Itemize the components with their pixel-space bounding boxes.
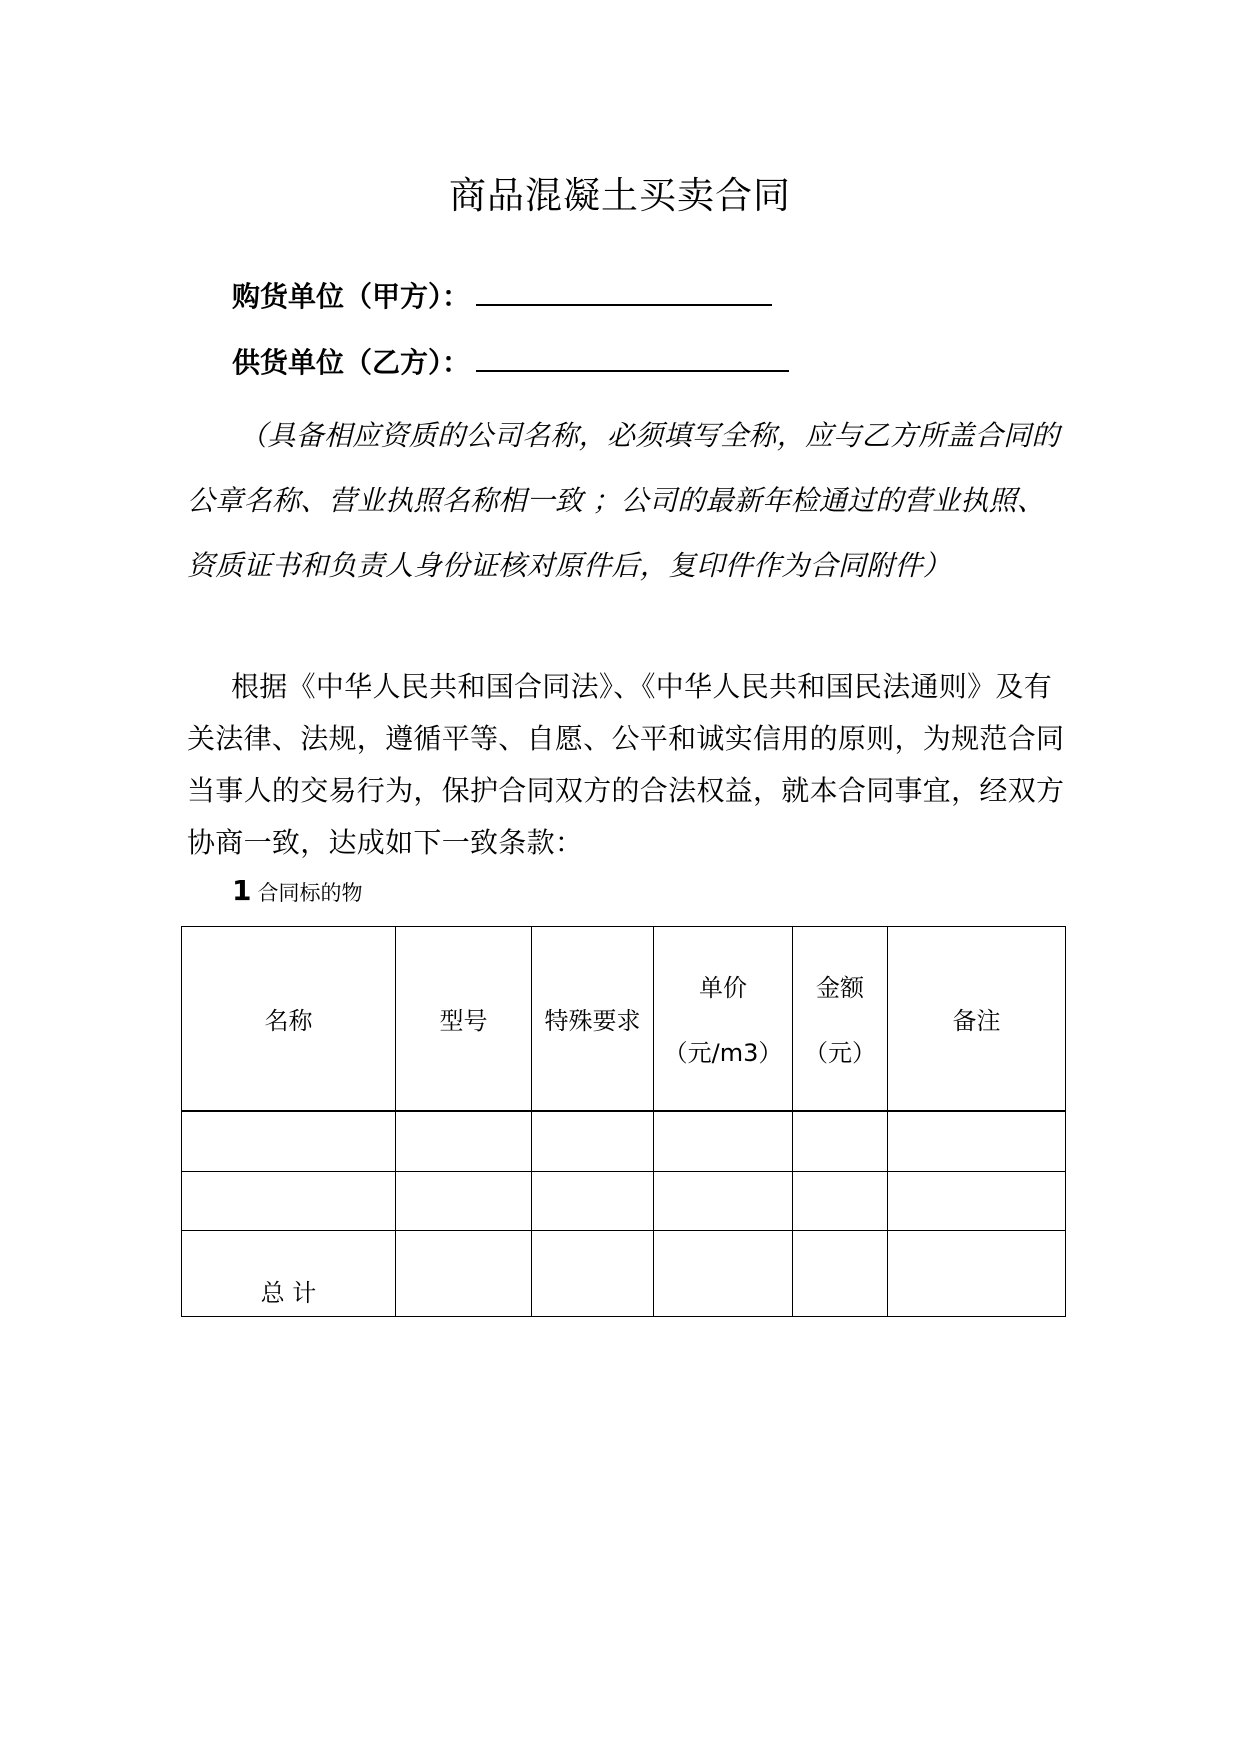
table-cell[interactable] xyxy=(654,1231,793,1317)
qualification-note: （具备相应资质的公司名称，必须填写全称，应与乙方所盖合同的公章名称、营业执照名称相一致 ；公司的最新年检通过的营业执照、资质证书和负责人身份证核对原件后，复印件作为合同附件） xyxy=(187,419,1060,582)
table-cell[interactable] xyxy=(654,1111,793,1172)
table-cell[interactable] xyxy=(888,1231,1066,1317)
header-amount-unit: （元） xyxy=(804,1039,876,1068)
party-a-blank[interactable] xyxy=(476,276,772,306)
header-amount xyxy=(793,927,888,1111)
party-b-blank[interactable] xyxy=(476,342,789,372)
goods-table xyxy=(181,926,1066,1317)
table-cell[interactable] xyxy=(793,1172,888,1231)
header-unit-price-unit: （元/m3） xyxy=(663,1039,783,1068)
table-row xyxy=(182,1172,1066,1231)
table-cell[interactable] xyxy=(888,1172,1066,1231)
table-cell[interactable] xyxy=(532,1111,654,1172)
party-a-label: 购货单位（甲方）： xyxy=(232,280,471,313)
section-heading xyxy=(232,874,362,907)
total-label: 总 计 xyxy=(182,1231,396,1317)
table-cell[interactable] xyxy=(793,1231,888,1317)
table-cell[interactable] xyxy=(396,1172,532,1231)
table-cell[interactable] xyxy=(654,1172,793,1231)
table-cell[interactable] xyxy=(182,1172,396,1231)
header-unit-price xyxy=(654,927,793,1111)
header-remark: 备注 xyxy=(888,927,1066,1111)
table-cell[interactable] xyxy=(532,1231,654,1317)
table-cell[interactable] xyxy=(532,1172,654,1231)
table-cell[interactable] xyxy=(182,1111,396,1172)
party-b-line xyxy=(232,342,789,383)
table-cell[interactable] xyxy=(793,1111,888,1172)
table-cell[interactable] xyxy=(888,1111,1066,1172)
header-amount-label: 金额 xyxy=(816,974,864,1003)
header-model: 型号 xyxy=(396,927,532,1111)
document-title: 商品混凝土买卖合同 xyxy=(449,174,791,217)
section-number: 1 xyxy=(232,874,252,907)
header-name: 名称 xyxy=(182,927,396,1111)
header-unit-price-label: 单价 xyxy=(699,974,747,1003)
preamble-paragraph: 根据《中华人民共和国合同法》、《中华人民共和国民法通则》及有关法律、法规，遵循平等、自愿、公平和诚实信用的原则，为规范合同当事人的交易行为，保护合同双方的合法权益，就本合同事宜，经双方协商一致，达成如下一致条款： xyxy=(187,670,1065,859)
party-b-label: 供货单位（乙方）： xyxy=(232,346,471,379)
section-label: 合同标的物 xyxy=(257,881,363,905)
table-row xyxy=(182,1111,1066,1172)
table-total-row xyxy=(182,1231,1066,1317)
header-special-requirements: 特殊要求 xyxy=(532,927,654,1111)
table-cell[interactable] xyxy=(396,1231,532,1317)
table-header-row xyxy=(182,927,1066,1111)
party-a-line xyxy=(232,276,772,317)
table-cell[interactable] xyxy=(396,1111,532,1172)
